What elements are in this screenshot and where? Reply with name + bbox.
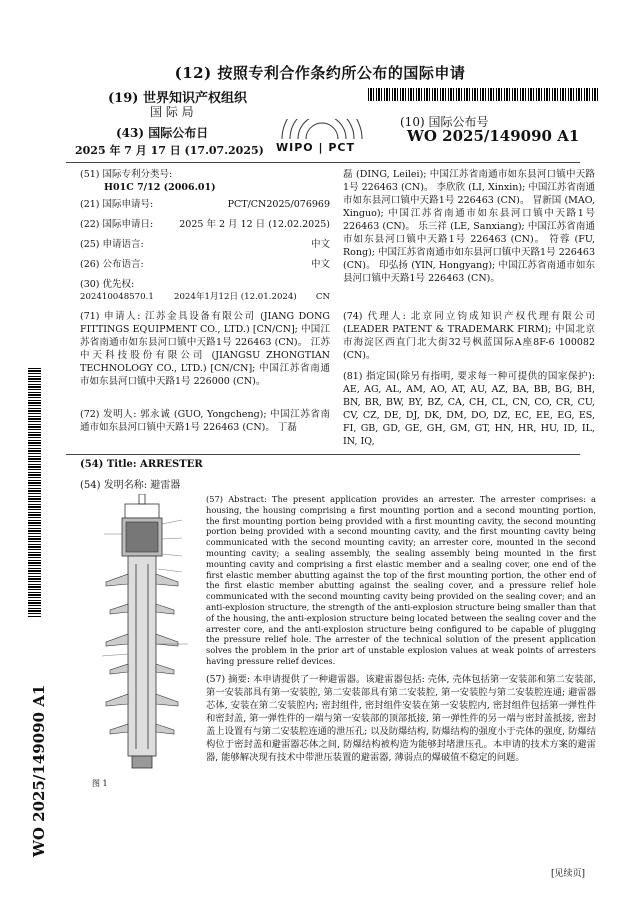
application-number-field: (21) 国际申请号: PCT/CN2025/076969: [80, 199, 330, 210]
continued-note: [见续页]: [551, 869, 586, 879]
wipo-pct-logo-text: WIPO | PCT: [276, 141, 355, 154]
organization-name: (19) 世界知识产权组织: [108, 91, 247, 106]
filing-date-field: (22) 国际申请日: 2025 年 2 月 12 日 (12.02.2025): [80, 219, 330, 230]
publication-language-field: (26) 公布语言: 中文: [80, 259, 330, 270]
organization-subtitle: 国 际 局: [150, 105, 194, 119]
abstract-en: (57) Abstract: The present application provides an arrester. The arrester comprises: a housing, the housing comprising a first mounting portion and a second mounting portion, the first mounting portion being provided with a first mounting cavity, the second mounting portion being provided with a second mounting cavity, and the first mounting cavity being communicated with the second mounting cavity; an arrester core, mounted in the second mounting cavity; a sealing assembly, the sealing assembly being mounted in the first mounting cavity and comprising a first elastic member and a sealing cover, one end of the first elastic member abutting against the top of the first mounting portion, the other end of the first elastic member abutting against the sealing cover, and a pressure relief hole communicated with the second mounting cavity being provided on the sealing cover; and an anti-explosion structure, the strength of the anti-explosion structure being smaller than that of the housing, the anti-explosion structure being located between the sealing cover and the arrester core, and the anti-explosion structure being configured to be capable of plugging the pressure relief hole. The arrester of the technical solution of the present application solves the problem in the prior art of unstable explosion values at weak points of arresters having pressure relief devices.: [206, 494, 596, 666]
biblio-divider: [66, 454, 580, 455]
applicant-field: (71) 申请人: 江苏金具设备有限公司 (JIANG DONG FITTINGS EQUIPMENT CO., LTD.) [CN/CN]; 中国江苏省南通市如东县河口镇中天路1号 226463 (CN)。 江苏中天科技股份有限公司 (JIANGSU ZHONGTIAN TECHNOLOGY CO., LTD.) [CN/CN]; 中国江苏省南通市如东县河口镇中天路1号 226000 (CN)。: [80, 311, 330, 387]
side-barcode: [28, 368, 41, 618]
designated-states-field: (81) 指定国(除另有指明, 要求每一种可提供的国家保护): AE, AG, AL, AM, AO, AT, AU, AZ, BA, BB, BG, BH, BN, BR, BW, BY, BZ, CA, CH, CL, CN, CO, CR, CU, CV, CZ, DE, DJ, DK, DM, DO, DZ, EC, EE, EG, ES, FI, GB, GD, GE, GH, GM, GT, HN, HR, HU, ID, IL, IN, IQ,: [343, 371, 595, 447]
header-divider: [66, 162, 580, 163]
priority-field: (30) 优先权: 202410048570.1 2024年1月12日 (12.01.2024) CN: [80, 279, 330, 302]
title-en: (54) Title: ARRESTER: [80, 459, 203, 470]
publication-number-label: (10) 国际公布号: [400, 115, 489, 129]
arrester-figure-icon: [92, 494, 202, 784]
publication-number: WO 2025/149090 A1: [407, 127, 580, 145]
publication-date: 2025 年 7 月 17 日 (17.07.2025): [75, 144, 264, 157]
filing-language-field: (25) 申请语言: 中文: [80, 239, 330, 250]
side-publication-number: WO 2025/149090 A1: [30, 684, 48, 857]
title-zh: (54) 发明名称: 避雷器: [80, 480, 181, 491]
publication-date-label: (43) 国际公布日: [116, 126, 209, 140]
figure-label: 图 1: [92, 779, 108, 788]
inventors-field: (72) 发明人: 郭永诚 (GUO, Yongcheng); 中国江苏省南通市如东县河口镇中天路1号 226463 (CN)。 丁磊: [80, 409, 330, 433]
document-title: (12) 按照专利合作条约所公布的国际申请: [174, 64, 466, 82]
inventors-continued: 磊 (DING, Leilei); 中国江苏省南通市如东县河口镇中天路1号 226463 (CN)。 李欣欣 (LI, Xinxin); 中国江苏省南通市如东县河口镇中天路1号 226463 (CN)。 冒新国 (MAO, Xinguo); 中国江苏省南通市如东县河口镇中天路1号 226463 (CN)。 乐三祥 (LE, Sanxiang); 中国江苏省南通市如东县河口镇中天路1号 226463 (CN)。 符蓉 (FU, Rong); 中国江苏省南通市如东县河口镇中天路1号 226463 (CN)。 印弘扬 (YIN, Hongyang); 中国江苏省南通市如东县河口镇中天路1号 226463 (CN)。: [343, 169, 595, 284]
barcode: [368, 88, 598, 101]
abstract-zh: (57) 摘要: 本申请提供了一种避雷器。该避雷器包括: 壳体, 壳体包括第一安装部和第二安装部, 第一安装部具有第一安装腔, 第二安装部具有第二安装腔, 第一安装腔与第二安装腔连通; 避雷器芯体, 安装在第二安装腔内; 密封组件, 密封组件安装在第一安装腔内, 密封组件包括第一弹性件和密封盖, 第一弹性件的一端与第一安装部的顶部抵接, 第一弹性件的另一端与密封盖抵接, 密封盖上设置有与第二安装腔连通的泄压孔; 以及防爆结构, 防爆结构的强度小于壳体的强度, 防爆结构位于密封盖和避雷器芯体之间, 防爆结构被构造为能够封堵泄压孔。本申请的技术方案的避雷器, 能够解决现有技术中带泄压装置的避雷器, 薄弱点的爆破值不稳定的问题。: [206, 674, 596, 763]
ipc-field: (51) 国际专利分类号: H01C 7/12 (2006.01): [80, 169, 216, 193]
agent-field: (74) 代理人: 北京同立钧成知识产权代理有限公司 (LEADER PATENT & TRADEMARK FIRM); 中国北京市海淀区西直门北大街32号枫蓝国际A座8F-6 100082 (CN)。: [343, 311, 595, 361]
